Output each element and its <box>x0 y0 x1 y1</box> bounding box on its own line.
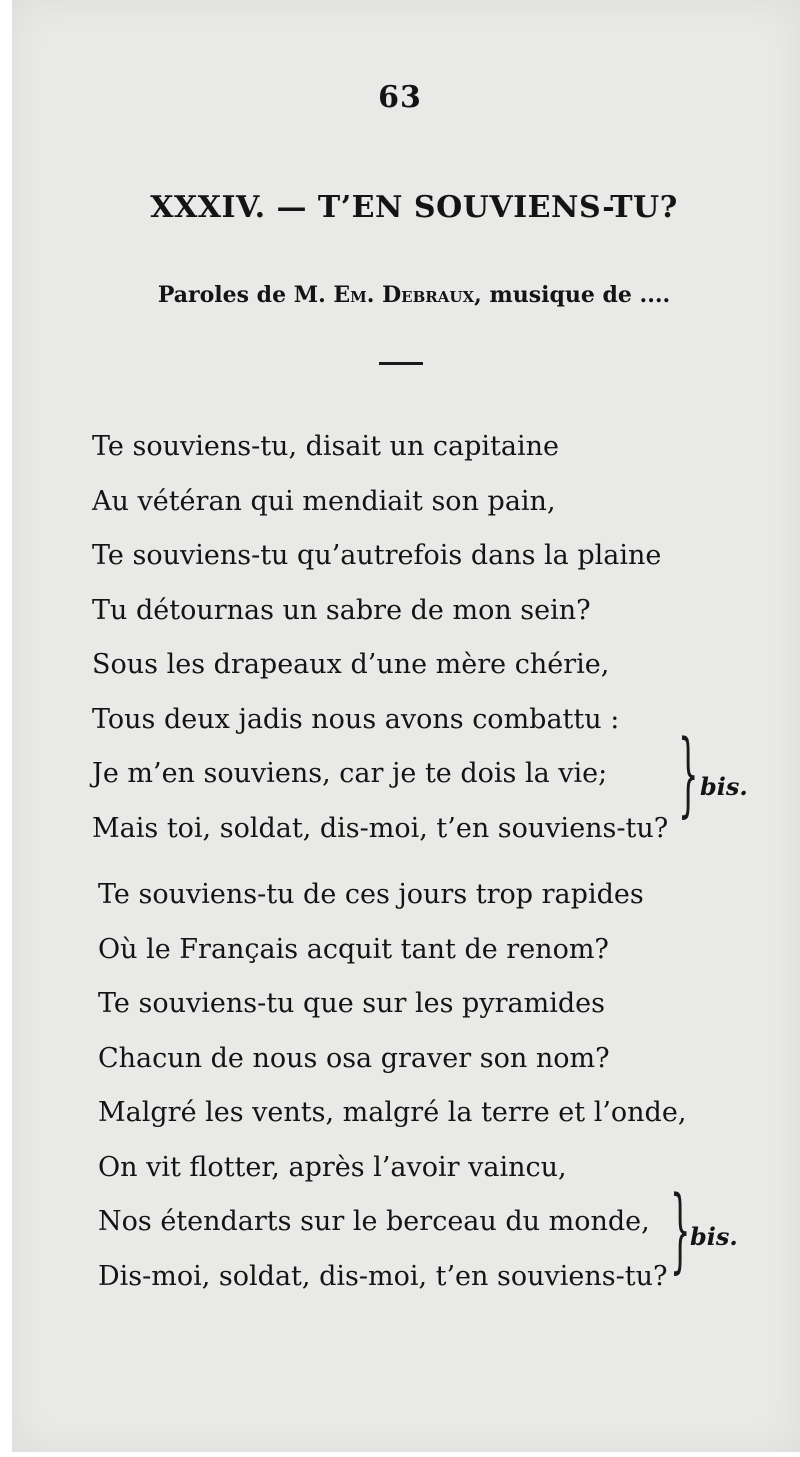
verse-line: Où le Français acquit tant de renom? <box>98 933 609 965</box>
song-title: XXXIV. — T’EN SOUVIENS-TU? <box>150 190 678 225</box>
verse-line: Tu détournas un sabre de mon sein? <box>92 594 591 626</box>
stanza-1 <box>92 420 712 856</box>
verse-line: Tous deux jadis nous avons combattu : <box>92 703 620 735</box>
section-divider <box>379 362 423 365</box>
verse-line: On vit flotter, après l’avoir vaincu, <box>98 1151 567 1183</box>
repeat-brace: } <box>670 1176 691 1283</box>
verse-line: Sous les drapeaux d’une mère chérie, <box>92 649 610 680</box>
verse-line: Te souviens-tu, disait un capitaine <box>92 431 560 462</box>
verse-line: Au vétéran qui mendiait son pain, <box>92 485 556 517</box>
credits-author: Em. Debraux <box>333 282 475 308</box>
page-number: 63 <box>378 80 422 115</box>
repeat-mark: bis. <box>700 772 748 801</box>
verse-line: Dis-moi, soldat, dis-moi, t’en souviens-tu? <box>98 1260 668 1292</box>
repeat-mark: bis. <box>690 1222 738 1251</box>
song-credits <box>0 282 800 308</box>
verse-line: Te souviens-tu que sur les pyramides <box>98 988 605 1019</box>
verse-line: Je m’en souviens, car je te dois la vie; <box>92 758 608 789</box>
stanza-2 <box>92 868 712 1304</box>
credits-suffix: , musique de .... <box>474 282 671 308</box>
credits-prefix: Paroles de M. <box>157 282 334 308</box>
verse-line: Te souviens-tu qu’autrefois dans la plaine <box>92 540 662 571</box>
verse-line: Te souviens-tu de ces jours trop rapides <box>98 879 644 910</box>
verse-line: Malgré les vents, malgré la terre et l’onde, <box>98 1097 687 1128</box>
repeat-brace: } <box>678 720 699 827</box>
verse-line: Chacun de nous osa graver son nom? <box>98 1042 610 1074</box>
verse-line: Nos étendarts sur le berceau du monde, <box>98 1206 650 1237</box>
verse-line: Mais toi, soldat, dis-moi, t’en souviens-tu? <box>92 812 669 844</box>
